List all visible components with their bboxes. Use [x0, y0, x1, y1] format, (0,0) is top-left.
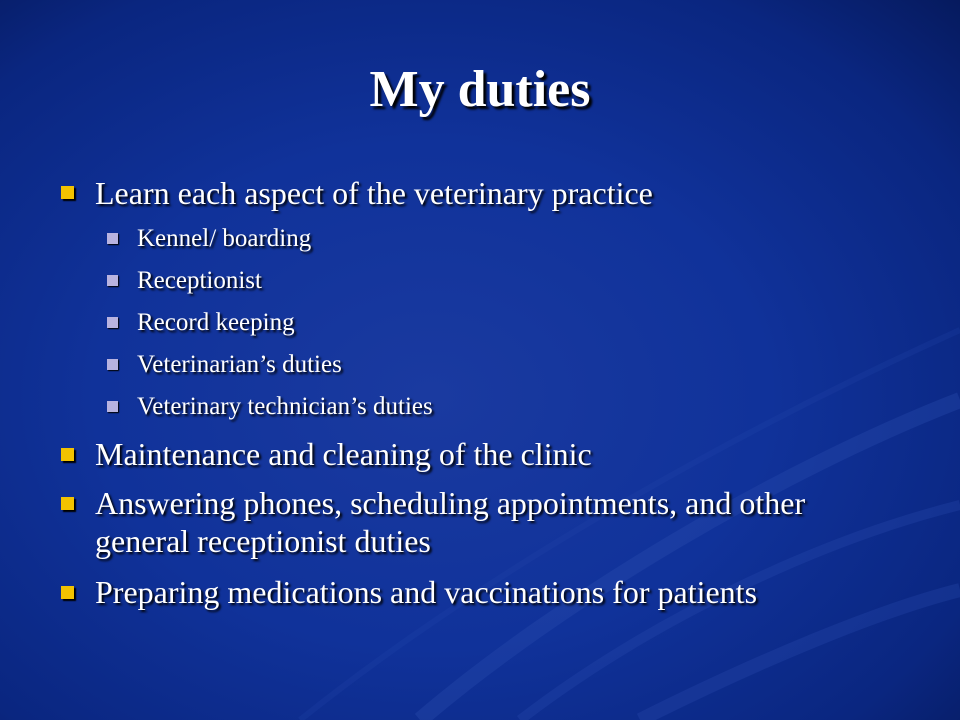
sub-bullet-item: Receptionist [137, 267, 262, 294]
sub-bullet-item: Veterinary technician’s duties [137, 393, 433, 420]
bullet-item: Maintenance and cleaning of the clinic [95, 436, 592, 472]
sub-bullet-square-icon [107, 317, 118, 328]
bullet-item-continuation: general receptionist duties [95, 523, 431, 559]
bullet-item: Answering phones, scheduling appointments, and other [95, 485, 806, 521]
sub-bullet-item: Kennel/ boarding [137, 225, 312, 252]
bullet-square-icon [61, 186, 74, 199]
sub-bullet-square-icon [107, 401, 118, 412]
sub-bullet-square-icon [107, 233, 118, 244]
sub-bullet-square-icon [107, 275, 118, 286]
bullet-square-icon [61, 586, 74, 599]
bullet-item: Preparing medications and vaccinations for patients [95, 574, 758, 610]
bullet-item: Learn each aspect of the veterinary practice [95, 175, 653, 211]
sub-bullet-item: Record keeping [137, 309, 295, 336]
sub-bullet-square-icon [107, 359, 118, 370]
bullet-square-icon [61, 448, 74, 461]
slide-title: My duties [369, 61, 591, 118]
bullet-square-icon [61, 497, 74, 510]
sub-bullet-item: Veterinarian’s duties [137, 351, 342, 378]
